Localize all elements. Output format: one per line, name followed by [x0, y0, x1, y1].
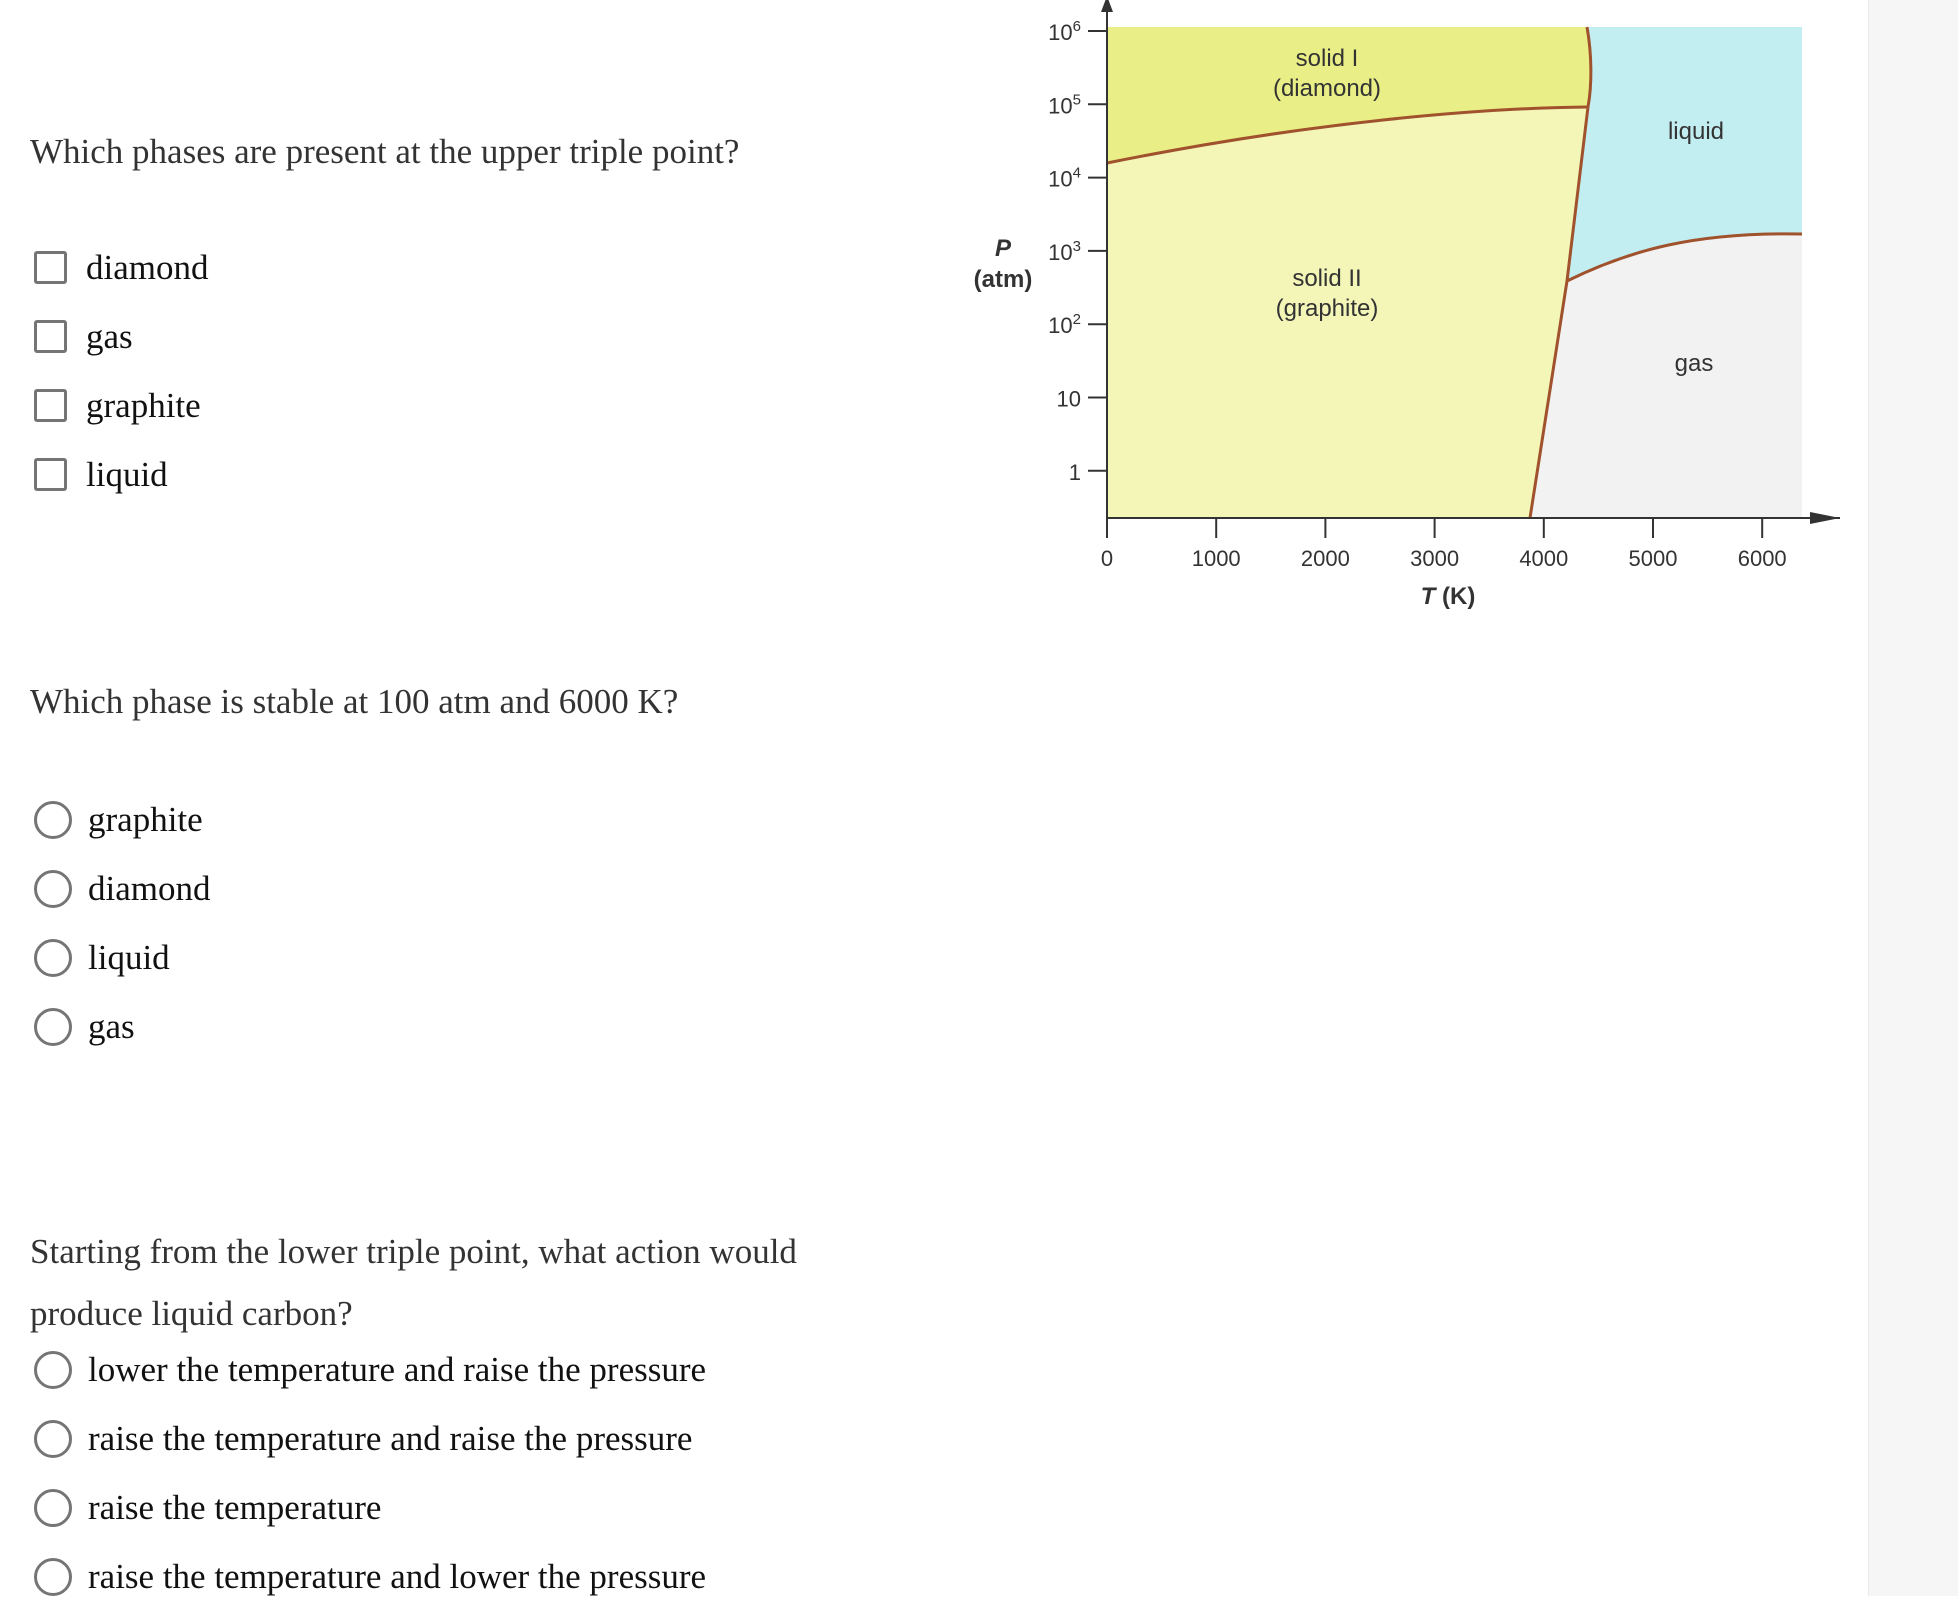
option-label: diamond — [88, 868, 211, 908]
checkbox[interactable] — [34, 389, 67, 422]
x-tick-label: 0 — [1100, 546, 1114, 571]
phase-diagram — [960, 0, 1840, 620]
q3-option-1[interactable] — [34, 1335, 706, 1404]
question-3-options — [34, 1335, 706, 1611]
label-solid-i: solid I — [1295, 45, 1359, 72]
label-solid-ii: solid II — [1292, 265, 1362, 292]
radio-button[interactable] — [34, 1420, 72, 1458]
q1-option-gas[interactable] — [34, 302, 208, 371]
label-liquid: liquid — [1667, 118, 1725, 145]
q2-option-graphite[interactable] — [34, 785, 210, 854]
option-label: diamond — [86, 247, 209, 287]
y-tick-label: $10^3$ — [1048, 237, 1081, 265]
x-tick-label: 3000 — [1410, 546, 1460, 571]
q2-option-gas[interactable] — [34, 992, 210, 1061]
label-gas: gas — [1674, 350, 1714, 377]
question-3-prompt — [30, 1221, 797, 1345]
x-tick-label: 2000 — [1300, 546, 1350, 571]
x-axis-arrow — [1810, 512, 1840, 524]
y-tick-label: $10^6$ — [1048, 18, 1081, 45]
q3-option-2[interactable] — [34, 1404, 706, 1473]
x-tick-label: 4000 — [1519, 546, 1569, 571]
y-axis-arrow — [1101, 0, 1113, 12]
option-label: raise the temperature — [88, 1487, 382, 1527]
y-axis-label-unit: (atm) — [973, 266, 1033, 293]
option-label: liquid — [86, 454, 168, 494]
option-label: raise the temperature and raise the pressure — [88, 1418, 693, 1458]
x-tick-label: 5000 — [1628, 546, 1678, 571]
option-label: graphite — [86, 385, 201, 425]
radio-button[interactable] — [34, 870, 72, 908]
label-graphite: (graphite) — [1275, 295, 1379, 322]
question-3-prompt-line1: Starting from the lower triple point, what action would — [30, 1232, 797, 1271]
x-axis-label-symbol: T — [1420, 583, 1436, 610]
q3-option-3[interactable] — [34, 1473, 706, 1542]
option-label: gas — [86, 316, 133, 356]
radio-button[interactable] — [34, 939, 72, 977]
q1-option-diamond[interactable] — [34, 233, 208, 302]
radio-button[interactable] — [34, 1558, 72, 1596]
checkbox[interactable] — [34, 320, 67, 353]
checkbox[interactable] — [34, 251, 67, 284]
y-tick-label: 10 — [1056, 386, 1081, 412]
option-label: graphite — [88, 799, 203, 839]
question-1-prompt: Which phases are present at the upper triple point? — [30, 132, 740, 171]
option-label: gas — [88, 1006, 135, 1046]
phase-diagram-svg — [960, 0, 1840, 620]
q2-option-diamond[interactable] — [34, 854, 210, 923]
y-tick-label: $10^4$ — [1048, 164, 1081, 192]
q1-option-graphite[interactable] — [34, 371, 208, 440]
question-1-options — [34, 233, 208, 509]
radio-button[interactable] — [34, 801, 72, 839]
option-label: lower the temperature and raise the pressure — [88, 1349, 707, 1389]
x-tick-label: 6000 — [1737, 546, 1787, 571]
question-2-options — [34, 785, 210, 1061]
checkbox[interactable] — [34, 458, 67, 491]
x-axis-label-space — [1435, 583, 1442, 610]
scrollbar-gutter[interactable] — [1868, 0, 1958, 1596]
option-label: liquid — [88, 937, 170, 977]
question-2-prompt: Which phase is stable at 100 atm and 6000 K? — [30, 682, 679, 721]
y-axis-label-symbol: P — [994, 235, 1012, 262]
y-tick-label: 1 — [1068, 459, 1081, 485]
radio-button[interactable] — [34, 1008, 72, 1046]
q2-option-liquid[interactable] — [34, 923, 210, 992]
x-axis-ticks — [1101, 518, 1787, 571]
option-label: raise the temperature and lower the pressure — [88, 1556, 707, 1596]
label-diamond: (diamond) — [1272, 75, 1382, 102]
y-axis-ticks — [1048, 18, 1107, 485]
y-tick-label: $10^5$ — [1048, 91, 1081, 119]
radio-button[interactable] — [34, 1489, 72, 1527]
x-axis-label-unit: (K) — [1442, 583, 1476, 610]
radio-button[interactable] — [34, 1351, 72, 1389]
q3-option-4[interactable] — [34, 1542, 706, 1611]
x-axis-label — [1421, 583, 1476, 610]
q1-option-liquid[interactable] — [34, 440, 208, 509]
y-tick-label: $10^2$ — [1048, 311, 1081, 339]
question-3-prompt-line2: produce liquid carbon? — [30, 1294, 353, 1333]
x-tick-label: 1000 — [1191, 546, 1241, 571]
